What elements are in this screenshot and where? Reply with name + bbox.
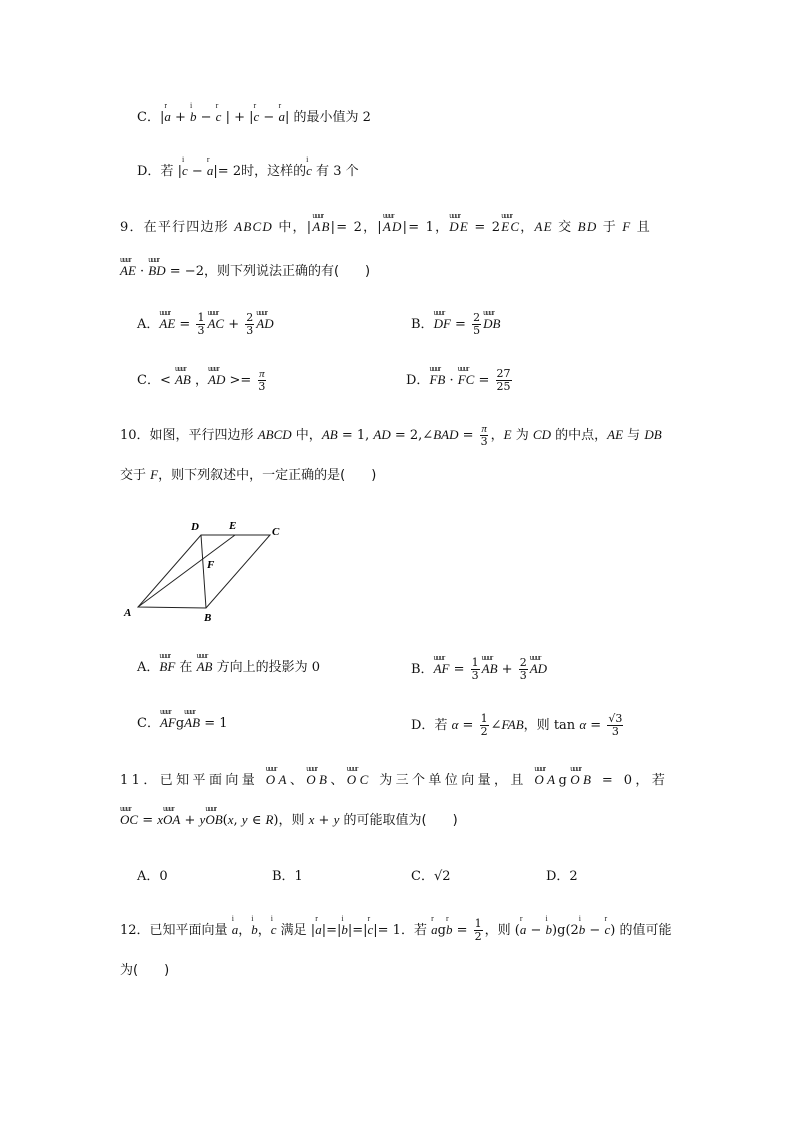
parallelogram-figure (118, 515, 298, 630)
label-e: E (229, 520, 237, 532)
q10-option-d: D．若 α = $\frac{1}{2}$ ∠FAB，则 tan α = $\frac{√3}{3}$ (411, 712, 623, 738)
segment-db (201, 535, 206, 608)
q11-stem-line2: uuur OC = xuuur OA + yuuur OB(x, y ∈ R)，则 x + y 的可能取值为( ) (120, 810, 458, 831)
q10-option-b: B．uuur AF = $\frac{1}{3}$ uuur AB + $\frac{2}{3}$ uuur AD (411, 657, 547, 682)
q10-stem-line1: 10．如图，平行四边形 ABCD 中，AB = 1, AD = 2,∠BAD = $\frac{\pi}{3}$ ，E 为 CD 的中点，AE 与 DB (120, 423, 662, 448)
label-c: C (272, 526, 280, 538)
q12-stem-line2: 为( ) (120, 963, 170, 978)
label-a: A (124, 607, 132, 619)
label-b: B (204, 612, 212, 624)
q11-option-a: A．0 (137, 869, 168, 884)
q11-stem-line1: 11．已知平面向量 uuur OA、uuur OB、uuur OC 为三个单位向量，且 uuur OAguuur OB = 0，若 (120, 770, 668, 791)
q12-stem-line1: 12．已知平面向量 i a，i b，i c 满足 |r a|=|i b|=|r c|= 1．若 r agr b = $\frac{1}{2}$ ，则 (r a − i b)g(2i b − r c) 的值可能 (120, 918, 671, 943)
q10-option-c: C．uuur AFguuur AB = 1 (137, 713, 228, 734)
q8-option-c: C．|r a + i b − r c | + |r c − r a| 的最小值为 2 (137, 107, 371, 128)
q9-option-d: D．uuur FB · uuur FC = $\frac{27}{25}$ (406, 368, 514, 393)
q10-option-a: A．uuur BF 在 uuur AB 方向上的投影为 0 (137, 657, 320, 678)
q9-option-a: A．uuur AE = $\frac{1}{3}$ uuur AC + $\frac{2}{3}$ uuur AD (137, 312, 274, 337)
q11-option-d: D．2 (546, 869, 578, 884)
q9-stem-line1: 9．在平行四边形 ABCD 中，|uuur AB|= 2，|uuur AD|= 1，uuur DE = 2uuur EC，AE 交 BD 于 F 且 (120, 217, 651, 238)
q10-stem-line2: 交于 F，则下列叙述中，一定正确的是( ) (120, 467, 377, 483)
q9-option-b: B．uuur DF = $\frac{2}{5}$ uuur DB (411, 312, 500, 337)
q11-option-b: B．1 (272, 869, 303, 884)
q8-option-d: D．若 |i c − r a|= 2时，这样的i c 有 3 个 (137, 161, 359, 182)
segment-ae (138, 535, 235, 607)
label-d: D (191, 521, 199, 533)
q9-option-c: C．< uuur AB ，uuur AD >= $\frac{\pi}{3}$ (137, 368, 268, 393)
q11-option-c: C．√2 (411, 869, 451, 884)
label-f: F (207, 559, 215, 571)
q9-stem-line2: uuur AE · uuur BD = −2，则下列说法正确的有( ) (120, 261, 370, 282)
